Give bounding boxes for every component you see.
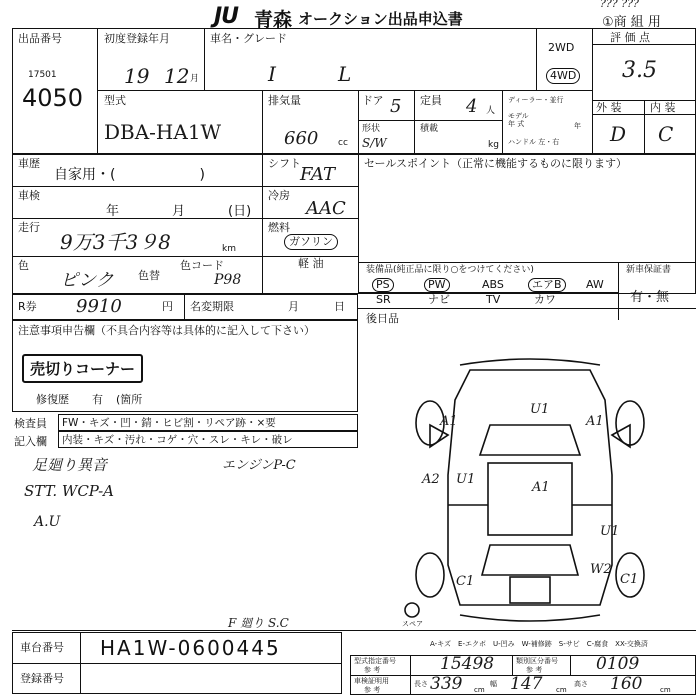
type-label: 型式指定番号 (354, 657, 396, 665)
length-label: 長さ (414, 680, 428, 688)
divider (12, 663, 342, 664)
mileage-value: 9万3千3９8 (60, 230, 171, 254)
chassis-value: HA1W-0600445 (100, 636, 281, 660)
displacement-label: 排気量 (268, 94, 301, 107)
sales-point-label: セールスポイント（正常に機能するものに限ります） (364, 157, 628, 170)
notes-label: 注意事項申告欄（不具合内容等は具体的に記入して下さい） (18, 324, 315, 337)
height-value: 160 (610, 674, 643, 694)
handle-label: ハンドル 左・右 (508, 138, 560, 146)
first-reg-label: 初度登録年月 (104, 32, 170, 45)
month-unit: 月 (190, 74, 200, 84)
color-code-label: 色コード (180, 259, 224, 272)
logo: JU (214, 4, 239, 29)
divider (358, 120, 502, 121)
model-year-unit: 年 (574, 122, 581, 130)
diagram-mark: U1 (600, 524, 620, 539)
lot-label: 出品番号 (18, 32, 62, 45)
inspection-year: 年 (106, 204, 120, 219)
color-value: ピンク (60, 270, 114, 291)
divider (98, 90, 592, 91)
shift-value: FAT (300, 164, 335, 185)
divider (12, 630, 696, 631)
model-value: DBA-HA1W (104, 120, 222, 144)
divider (592, 44, 696, 45)
divider (12, 186, 358, 187)
divider (262, 154, 263, 294)
load-unit: kg (488, 140, 499, 150)
car-grade: L (338, 62, 352, 86)
top-right-handwritten: ??? ??? (600, 0, 639, 10)
repair-label: 修復歴 (36, 393, 69, 406)
interior-label: 内 装 (650, 101, 676, 114)
name-change-day: 日 (334, 300, 345, 313)
recycle-row (12, 294, 358, 320)
repair-place: (箇所 (116, 393, 143, 406)
mileage-unit: km (222, 244, 236, 254)
shape-value: S/W (362, 136, 387, 150)
drive-4wd: 4WD (546, 68, 580, 84)
length-unit: cm (474, 686, 485, 694)
width-label: 幅 (490, 680, 497, 688)
interior-value: C (658, 122, 674, 146)
color-label: 色 (18, 259, 29, 272)
dealer-label: ディーラー・並行 (508, 96, 564, 104)
equipment-airbag: エアB (528, 278, 566, 292)
equipment-abs: ABS (482, 278, 504, 291)
repair-value: 有 (92, 393, 103, 406)
category-sub: 参 考 (526, 666, 543, 674)
load-label: 積載 (420, 124, 439, 134)
note-line1: 足廻り異音 (32, 456, 108, 474)
length-value: 339 (430, 674, 463, 694)
name-change-month: 月 (288, 300, 299, 313)
lot-sub-number: 17501 (28, 70, 57, 80)
capacity-label: 定員 (420, 94, 442, 107)
capacity-value: 4 (466, 96, 478, 117)
rating-value: 3.5 (622, 58, 657, 83)
recycle-label: R券 (18, 300, 37, 313)
divider (536, 28, 537, 90)
spare-label: スペア (402, 620, 423, 628)
first-reg-year: 19 (124, 64, 150, 88)
width-unit: cm (556, 686, 567, 694)
divider (644, 100, 645, 154)
divider (358, 90, 359, 154)
history-label: 車歴 (18, 157, 40, 170)
equipment-tv: TV (486, 293, 501, 306)
inspection-label: 車検 (18, 189, 40, 202)
shape-label: 形状 (362, 124, 381, 134)
type-sub: 参 考 (364, 666, 381, 674)
first-reg-month: 12 (164, 64, 190, 88)
doors-value: 5 (390, 96, 402, 117)
inspection-month: 月 (172, 204, 186, 219)
recycle-value: 9910 (76, 296, 122, 317)
equipment-sr: SR (376, 293, 391, 306)
header-prefix: 青森 (254, 9, 293, 31)
type-value: 15498 (440, 654, 495, 674)
doors-label: ドア (362, 94, 384, 107)
damage-legend: A-キズ E-エクボ U-凹み W-補修跡 S-サビ C-腐食 XX-交換済 (430, 640, 648, 648)
note-engine: エンジンP-C (222, 458, 296, 473)
divider (358, 292, 618, 293)
sold-out-stamp: 売切りコーナー (22, 354, 143, 383)
diagram-mark: A1 (440, 414, 458, 429)
divider (618, 262, 619, 320)
fuel-other: 軽 油 (298, 257, 324, 270)
equipment-pw: PW (424, 278, 450, 292)
inspector-row1-items: FW・キズ・凹・錆・ヒビ割・リペア跡・×要 (62, 417, 276, 429)
height-unit: cm (660, 686, 671, 694)
car-name-label: 車名・グレード (210, 32, 287, 45)
page-title: オークション出品申込書 (298, 10, 463, 28)
category-value: 0109 (596, 654, 640, 674)
after-label: 後日品 (366, 312, 399, 325)
divider (414, 90, 415, 154)
rating-label: 評 価 点 (610, 31, 650, 44)
exterior-label: 外 装 (596, 101, 622, 114)
equipment-leather: カワ (534, 293, 556, 306)
chassis-label: 車台番号 (20, 641, 64, 654)
diagram-mark: C1 (620, 572, 639, 587)
model-label: 型式 (104, 94, 126, 107)
color-code: P98 (214, 272, 242, 288)
aircon-label: 冷房 (268, 189, 290, 202)
equipment-label: 装備品(純正品に限り○をつけてください) (366, 265, 534, 275)
model-year-label: モデル 年 式 (508, 112, 529, 128)
category-label-spec: 類別区分番号 (516, 657, 558, 665)
note-bottom: F 廻り S.C (228, 616, 289, 630)
warranty-label: 新車保証書 (626, 265, 672, 275)
equipment-aw: AW (586, 278, 604, 291)
fuel-label: 燃料 (268, 221, 290, 234)
aircon-value: AAC (306, 198, 346, 219)
equipment-ps: PS (372, 278, 394, 292)
history-value: 自家用・( ) (54, 167, 205, 183)
divider (184, 294, 185, 320)
diagram-mark: C1 (456, 574, 475, 589)
exterior-value: D (610, 122, 627, 146)
width-value: 147 (510, 674, 543, 694)
cert-sub: 参 考 (364, 686, 381, 694)
equipment-navi: ナビ (428, 293, 450, 306)
diagram-mark: A1 (532, 480, 550, 495)
mileage-label: 走行 (18, 221, 40, 234)
inspector-row1-label: 検査員 (14, 417, 47, 430)
inspector-row2-label: 記入欄 (14, 435, 47, 448)
displacement-unit: cc (338, 138, 348, 148)
category-label: ①商 組 用 (602, 15, 661, 30)
diagram-mark: U1 (456, 472, 476, 487)
car-name: I (268, 62, 276, 86)
car-damage-diagram (400, 355, 660, 630)
lot-number: 4050 (22, 84, 84, 112)
capacity-unit: 人 (486, 106, 496, 116)
diagram-mark: W2 (590, 562, 612, 577)
cert-label: 車検証明用 (354, 677, 389, 685)
note-line2: STT. WCP-A (24, 482, 114, 500)
diagram-mark: A2 (422, 472, 440, 487)
warranty-value: 有・無 (630, 290, 670, 305)
divider (204, 28, 205, 90)
shift-label: シフト (268, 157, 301, 170)
recycle-unit: 円 (162, 300, 173, 313)
divider (262, 90, 263, 154)
color-sub-label: 色替 (138, 269, 160, 282)
fuel-selected: ガソリン (284, 234, 338, 250)
divider (570, 655, 571, 675)
registration-label: 登録番号 (20, 672, 64, 685)
divider (358, 308, 696, 309)
divider (502, 90, 503, 154)
divider (358, 154, 359, 294)
name-change-label: 名変期限 (190, 300, 234, 313)
diagram-mark: U1 (530, 402, 550, 417)
inspector-row2-items: 内装・キズ・汚れ・コゲ・穴・スレ・キレ・破レ (62, 434, 293, 446)
displacement-value: 660 (284, 128, 319, 149)
divider (512, 655, 513, 675)
inspection-day: (日) (228, 204, 252, 219)
drive-2wd: 2WD (548, 41, 575, 54)
divider (358, 262, 696, 263)
diagram-mark: A1 (586, 414, 604, 429)
note-line3: A.U (34, 514, 61, 530)
height-label: 高さ (574, 680, 588, 688)
divider (410, 655, 411, 695)
